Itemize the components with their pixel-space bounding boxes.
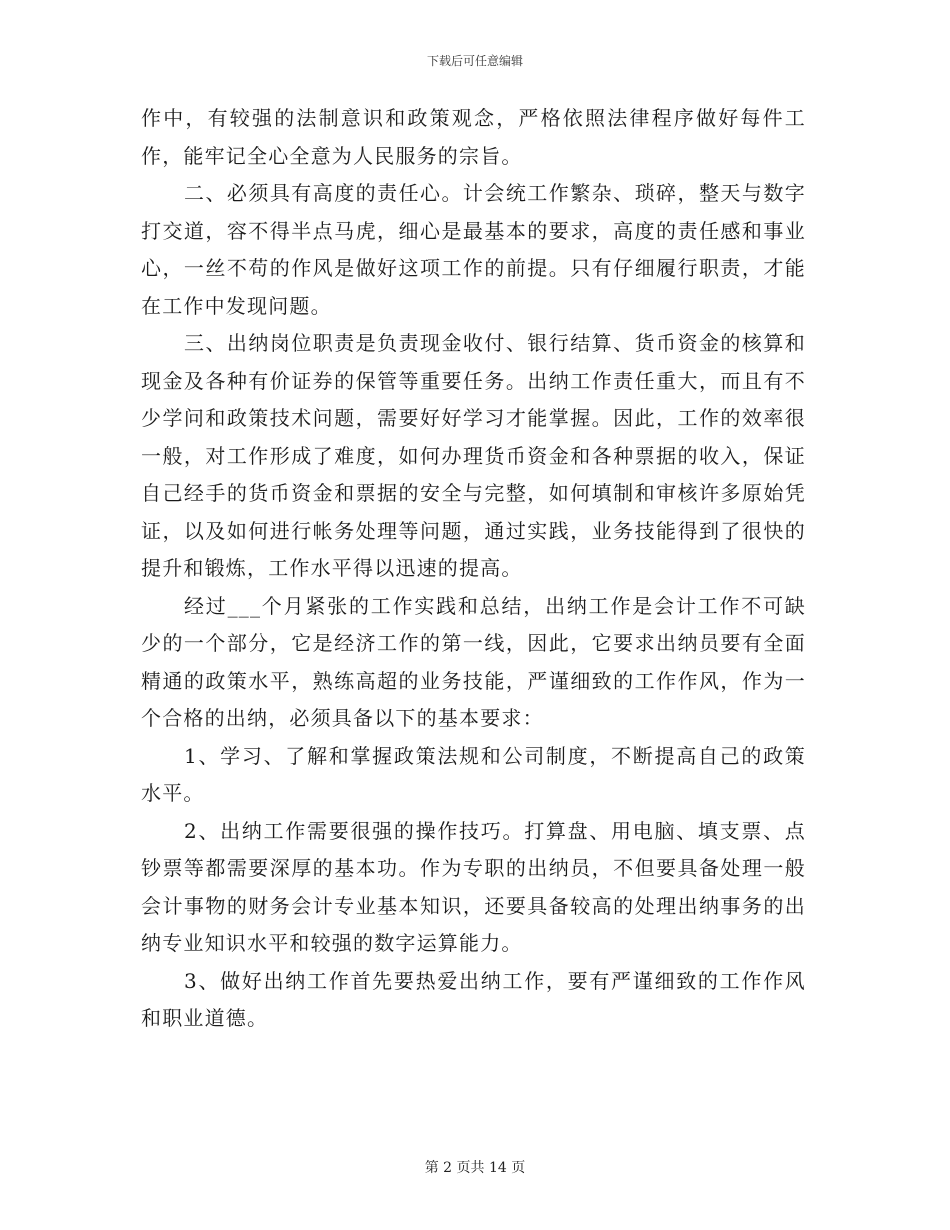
- document-body: [141, 100, 806, 1038]
- list-item-2: 2、出纳工作需要很强的操作技巧。打算盘、用电脑、填支票、点钞票等都需要深厚的基本功。作为专职的出纳员，不但要具备处理一般会计事物的财务会计专业基本知识，还要具备较高的处理出纳事务的出纳专业知识水平和较强的数字运算能力。: [141, 818, 806, 955]
- paragraph-cashier-duties: 三、出纳岗位职责是负责现金收付、银行结算、货币资金的核算和现金及各种有价证券的保管等重要任务。出纳工作责任重大，而且有不少学问和政策技术问题，需要好好学习才能掌握。因此，工作的效率很一般，对工作形成了难度，如何办理货币资金和各种票据的收入，保证自己经手的货币资金和票据的安全与完整，如何填制和审核许多原始凭证，以及如何进行帐务处理等问题，通过实践，业务技能得到了很快的提升和锻炼，工作水平得以迅速的提高。: [141, 331, 806, 580]
- list-item-3: 3、做好出纳工作首先要热爱出纳工作，要有严谨细致的工作作风和职业道德。: [141, 968, 806, 1030]
- page-number: 第 2 页共 14 页: [424, 1160, 526, 1176]
- paragraph-responsibility: 二、必须具有高度的责任心。计会统工作繁杂、琐碎，整天与数字打交道，容不得半点马虎，细心是最基本的要求，高度的责任感和事业心，一丝不苟的作风是做好这项工作的前提。只有仔细履行职责，才能在工作中发现问题。: [141, 181, 806, 318]
- page-header: 下载后可任意编辑: [426, 54, 523, 68]
- list-item-1: 1、学习、了解和掌握政策法规和公司制度，不断提高自己的政策水平。: [141, 743, 806, 805]
- paragraph-continuation: 作中，有较强的法制意识和政策观念，严格依照法律程序做好每件工作，能牢记全心全意为人民服务的宗旨。: [141, 106, 806, 168]
- paragraph-summary: 经过___个月紧张的工作实践和总结，出纳工作是会计工作不可缺少的一个部分，它是经济工作的第一线，因此，它要求出纳员要有全面精通的政策水平，熟练高超的业务技能，严谨细致的工作作风，作为一个合格的出纳，必须具备以下的基本要求：: [141, 593, 806, 730]
